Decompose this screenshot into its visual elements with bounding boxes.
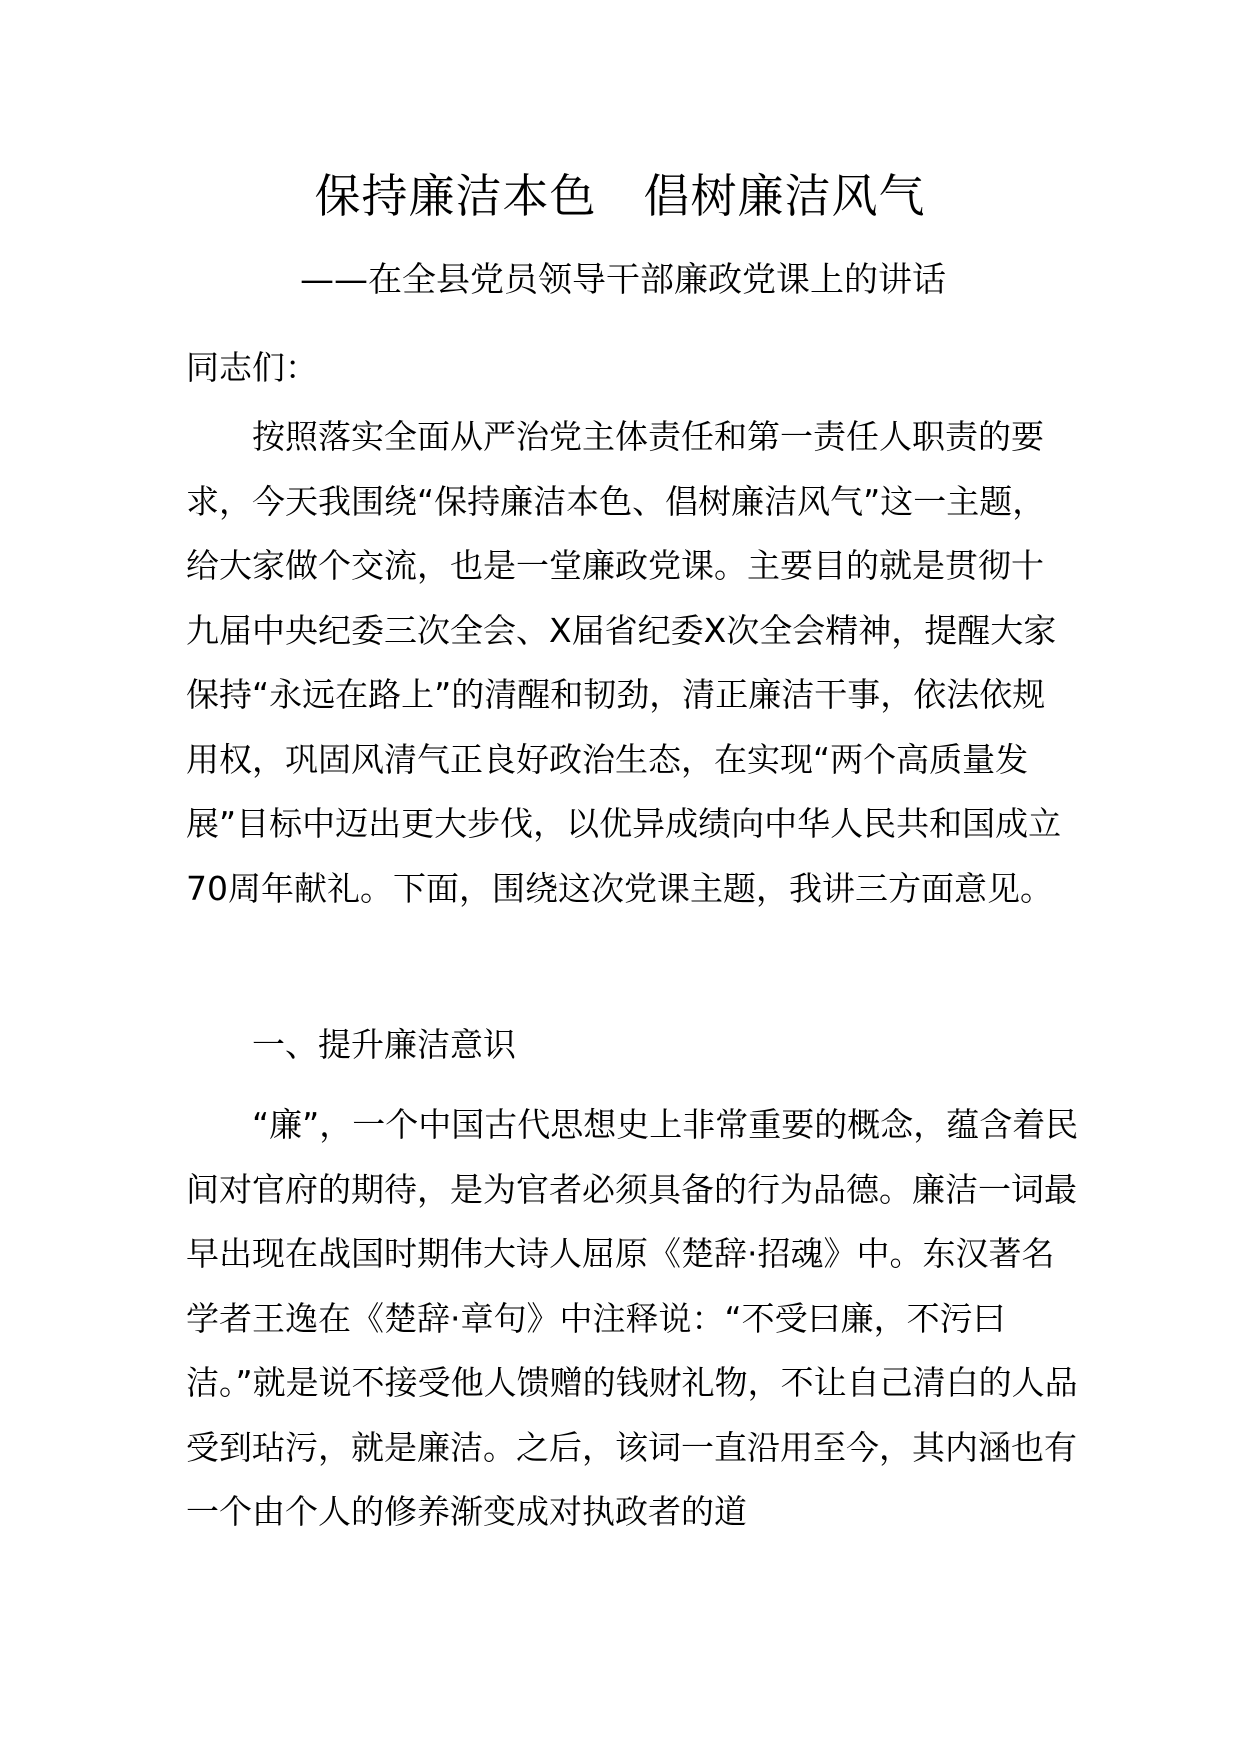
greeting: 同志们： bbox=[186, 348, 318, 387]
document-title: 保持廉洁本色 倡树廉洁风气 bbox=[314, 169, 926, 223]
section-heading: 一、提升廉洁意识 bbox=[252, 1025, 516, 1064]
document-subtitle: ——在全县党员领导干部廉政党课上的讲话 bbox=[300, 260, 946, 300]
paragraph-lian: “廉”，一个中国古代思想史上非常重要的概念，蕴含着民间对官府的期待，是为官者必须具备的行为品德。廉洁一词最早出现在战国时期伟大诗人屈原《楚辞·招魂》中。东汉著名学者王逸在《楚辞·章句》中注释说：“不受曰廉，不污曰洁。”就是说不接受他人馈赠的钱财礼物，不让自己清白的人品受到玷污，就是廉洁。之后，该词一直沿用至今，其内涵也有一个由个人的修养渐变成对执政者的道 bbox=[186, 1105, 1079, 1531]
paragraph-intro: 按照落实全面从严治党主体责任和第一责任人职责的要求，今天我围绕“保持廉洁本色、倡树廉洁风气”这一主题，给大家做个交流，也是一堂廉政党课。主要目的就是贯彻十九届中央纪委三次全会、X届省纪委X次全会精神，提醒大家保持“永远在路上”的清醒和韧劲，清正廉洁干事，依法依规用权，巩固风清气正良好政治生态，在实现“两个高质量发展”目标中迈出更大步伐，以优异成绩向中华人民共和国成立70周年献礼。下面，围绕这次党课主题，我讲三方面意见。 bbox=[186, 417, 1062, 908]
